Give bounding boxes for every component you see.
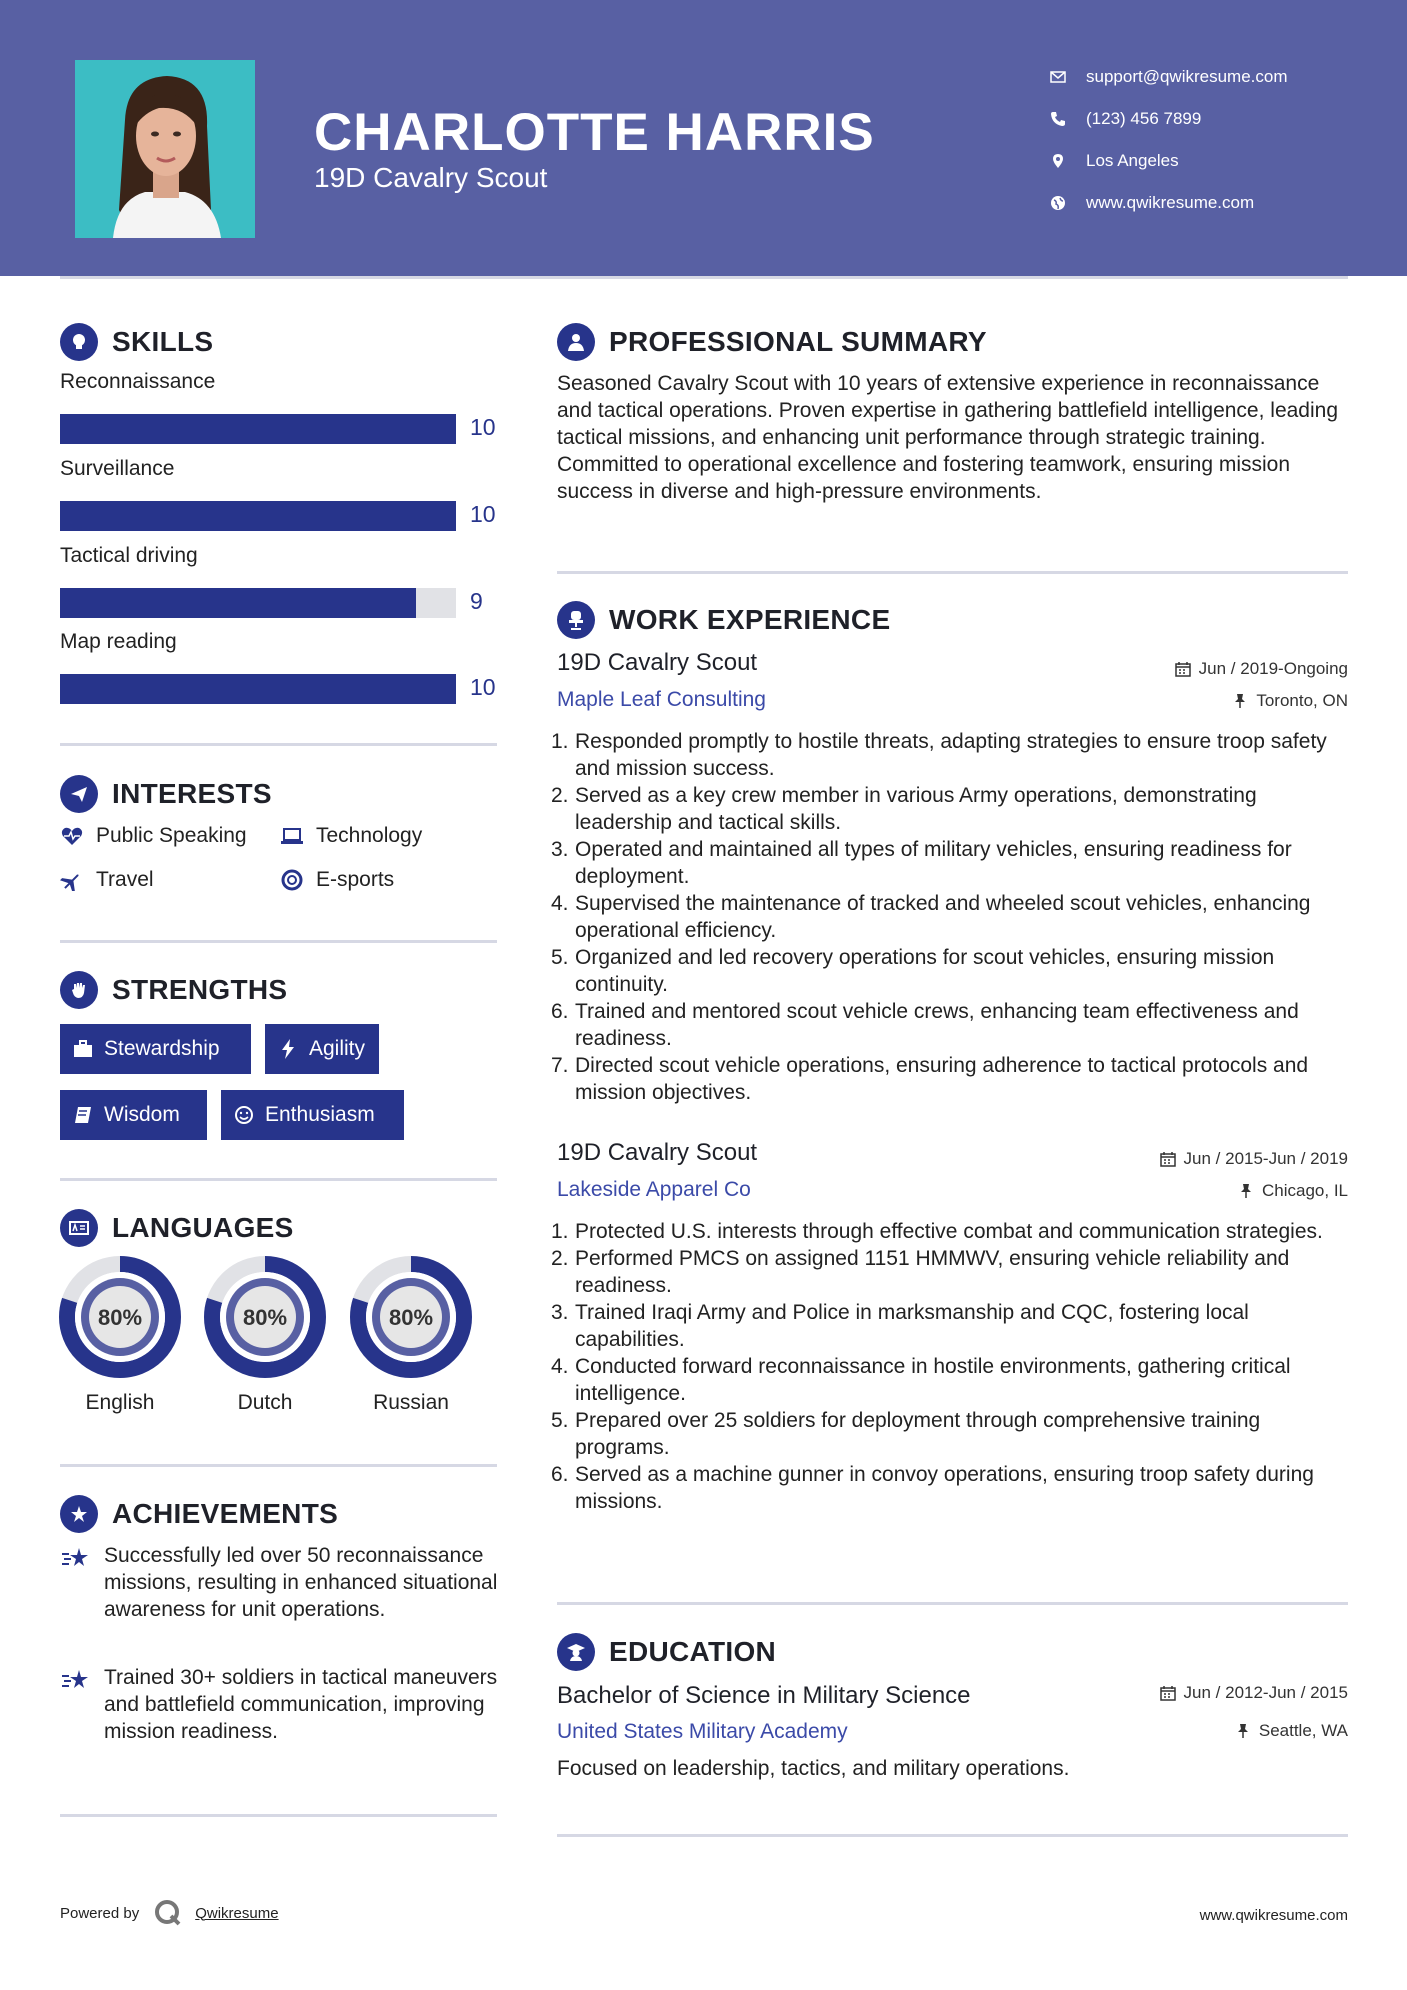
job-bullet: 3. Trained Iraqi Army and Police in marksmanship and CQC, fostering local capabilities. [551,1301,1249,1351]
bolt-icon [277,1038,299,1060]
education-description: Focused on leadership, tactics, and military operations. [557,1757,1070,1780]
skill-item [60,544,500,620]
achievements-title: ACHIEVEMENTS [112,1498,339,1529]
interest-item [280,868,394,892]
job-dates [1160,1149,1348,1169]
skill-name: Tactical driving [60,544,198,567]
achievement-text: Successfully led over 50 reconnaissance missions, resulting in enhanced situational awareness for unit operations. [104,1544,498,1621]
section-divider [60,940,497,943]
language-percent: 80% [242,1305,288,1330]
language-item [203,1255,327,1415]
star-badge-icon [60,1495,98,1533]
section-divider [60,1464,497,1467]
footer-powered-by [60,1898,279,1928]
strength-label: Agility [309,1037,366,1060]
lightbulb-icon [60,323,98,361]
globe-icon [1050,195,1066,211]
job-bullet-text: Prepared over 25 soldiers for deployment through comprehensive training programs. [575,1409,1261,1459]
section-divider [60,743,497,746]
job-bullet: 1. Responded promptly to hostile threats, adapting strategies to ensure troop safety and mission success. [551,730,1327,780]
skill-fill [60,588,416,618]
section-divider [557,1602,1348,1605]
language-item [58,1255,182,1415]
education-dates [1160,1683,1348,1703]
contact-phone-text: (123) 456 7899 [1086,109,1202,128]
education-degree: Bachelor of Science in Military Science [557,1682,971,1709]
raised-hand-icon [60,971,98,1009]
job-dates-text: Jun / 2015-Jun / 2019 [1183,1149,1348,1168]
strengths-title: STRENGTHS [112,974,288,1005]
strengths-heading [60,971,287,1009]
job-bullet-text: Performed PMCS on assigned 1151 HMMWV, ensuring vehicle reliability and readiness. [575,1247,1290,1297]
job-company: Lakeside Apparel Co [557,1178,751,1201]
lifebuoy-icon [280,869,304,891]
education-title: EDUCATION [609,1636,777,1667]
candidate-name: CHARLOTTE HARRIS [314,103,875,162]
job-location-text: Chicago, IL [1262,1181,1348,1200]
pushpin-icon [1232,693,1248,709]
job-location [1232,691,1348,711]
calendar-icon [1160,1151,1176,1167]
contact-phone[interactable] [1050,98,1288,140]
calendar-icon [1175,661,1191,677]
skill-value: 10 [470,414,496,440]
pushpin-icon [1235,1723,1251,1739]
skill-name: Surveillance [60,457,175,480]
education-location [1235,1721,1348,1741]
pushpin-icon [1238,1183,1254,1199]
job-dates [1175,659,1348,679]
job-bullets [551,1218,1357,1515]
skill-item [60,630,500,706]
skill-fill [60,501,456,531]
interest-item [60,868,154,892]
powered-by-label: Powered by [60,1904,140,1922]
skill-item [60,370,500,446]
footer-website[interactable]: www.qwikresume.com [1199,1907,1348,1924]
skills-title: SKILLS [112,326,214,357]
envelope-icon [1050,69,1066,85]
job-dates-text: Jun / 2019-Ongoing [1198,659,1348,678]
achievement-item [60,1664,500,1745]
job-bullets [551,728,1357,1106]
job-bullet: 2. Performed PMCS on assigned 1151 HMMWV, ensuring vehicle reliability and readiness. [551,1247,1290,1297]
office-chair-icon [557,601,595,639]
strength-tag [60,1024,251,1074]
shooting-star-icon [60,1666,92,1694]
candidate-title: 19D Cavalry Scout [314,162,548,193]
job-bullet: 5. Organized and led recovery operations for scout vehicles, ensuring mission continuity. [551,946,1275,996]
section-divider [60,1814,497,1817]
job-bullet: 4. Supervised the maintenance of tracked and wheeled scout vehicles, enhancing operational efficiency. [551,892,1311,942]
strength-tag [221,1090,404,1140]
contact-info [1050,56,1288,224]
language-donut [58,1255,182,1379]
contact-website-text: www.qwikresume.com [1086,193,1255,212]
contact-email[interactable] [1050,56,1288,98]
phone-icon [1050,111,1066,127]
summary-title: PROFESSIONAL SUMMARY [609,326,987,357]
job-bullet-text: Trained Iraqi Army and Police in marksmanship and CQC, fostering local capabilities. [575,1301,1249,1351]
interest-label: Travel [96,868,154,891]
qwikresume-link[interactable]: Qwikresume [195,1904,279,1922]
graduate-icon [557,1633,595,1671]
job-bullet: 1. Protected U.S. interests through effective combat and communication strategies. [551,1220,1323,1243]
job-bullet-text: Protected U.S. interests through effective combat and communication strategies. [575,1220,1323,1243]
skill-fill [60,414,456,444]
job-bullet: 3. Operated and maintained all types of military vehicles, ensuring readiness for deployment. [551,838,1292,888]
job-bullet: 6. Trained and mentored scout vehicle crews, enhancing team effectiveness and readiness. [551,1000,1299,1050]
section-divider [557,571,1348,574]
language-name: English [85,1391,155,1414]
job-title: 19D Cavalry Scout [557,649,758,676]
heart-pulse-icon [60,825,84,847]
job-bullet-text: Trained and mentored scout vehicle crews, enhancing team effectiveness and readiness. [575,1000,1299,1050]
job-bullet-text: Served as a machine gunner in convoy operations, ensuring troop safety during missions. [575,1463,1314,1513]
job-bullet: 5. Prepared over 25 soldiers for deployment through comprehensive training programs. [551,1409,1261,1459]
contact-location [1050,140,1288,182]
laptop-icon [280,825,304,847]
qwikresume-logo-icon [153,1898,183,1928]
user-icon [557,323,595,361]
skills-heading [60,323,213,361]
skill-track [60,588,456,618]
job-bullet-text: Served as a key crew member in various Army operations, demonstrating leadership and tactical skills. [575,784,1257,834]
skill-track [60,674,456,704]
section-divider [60,1178,497,1181]
airplane-icon [60,869,84,891]
job-bullet-text: Conducted forward reconnaissance in hostile environments, gathering critical intelligence. [575,1355,1291,1405]
contact-email-text: support@qwikresume.com [1086,67,1288,86]
contact-website[interactable] [1050,182,1288,224]
job-bullet: 4. Conducted forward reconnaissance in hostile environments, gathering critical intelligence. [551,1355,1291,1405]
shooting-star-icon [60,1544,92,1572]
education-location-text: Seattle, WA [1258,1721,1348,1740]
language-donut [349,1255,473,1379]
skill-value: 9 [470,588,483,614]
skill-fill [60,674,456,704]
skill-item [60,457,500,533]
language-percent: 80% [388,1305,434,1330]
calendar-icon [1160,1685,1176,1701]
language-item [349,1255,473,1415]
achievement-text: Trained 30+ soldiers in tactical maneuvers and battlefield communication, improving mission readiness. [104,1666,498,1743]
languages-title: LANGUAGES [112,1212,294,1243]
briefcase-icon [72,1038,94,1060]
achievements-heading [60,1495,338,1533]
job-bullet-text: Operated and maintained all types of military vehicles, ensuring readiness for deployment. [575,838,1292,888]
language-donut [203,1255,327,1379]
job-bullet-text: Directed scout vehicle operations, ensuring adherence to tactical protocols and mission objectives. [575,1054,1309,1104]
skill-track [60,501,456,531]
education-school: United States Military Academy [557,1720,848,1743]
summary-heading [557,323,987,361]
language-percent: 80% [97,1305,143,1330]
map-pin-icon [1050,153,1066,169]
interest-item [60,824,247,848]
job-bullet-text: Supervised the maintenance of tracked and wheeled scout vehicles, enhancing operational efficiency. [575,892,1311,942]
interest-label: Technology [316,824,423,847]
strength-tag [265,1024,379,1074]
section-divider [557,1834,1348,1837]
skill-value: 10 [470,674,496,700]
skill-track [60,414,456,444]
job-bullet: 2. Served as a key crew member in various Army operations, demonstrating leadership and tactical skills. [551,784,1257,834]
job-location-text: Toronto, ON [1256,691,1348,710]
interests-title: INTERESTS [112,778,272,809]
skill-name: Reconnaissance [60,370,216,393]
strength-label: Stewardship [104,1037,220,1060]
job-title: 19D Cavalry Scout [557,1139,758,1166]
paper-plane-icon [60,775,98,813]
job-bullet: 7. Directed scout vehicle operations, ensuring adherence to tactical protocols and mission objectives. [551,1054,1309,1104]
strength-label: Wisdom [104,1103,180,1126]
languages-heading [60,1209,294,1247]
skill-value: 10 [470,501,496,527]
education-heading [557,1633,776,1671]
language-card-icon [60,1209,98,1247]
header-banner [0,0,1407,276]
education-dates-text: Jun / 2012-Jun / 2015 [1183,1683,1348,1702]
summary-text: Seasoned Cavalry Scout with 10 years of extensive experience in reconnaissance and tactical operations. Proven expertise in gathering battlefield intelligence, leading tactical missions, and enhancing unit performance through strategic training. Committed to operational excellence and fostering teamwork, ensuring mission success in diverse and high-pressure environments. [557,372,1338,503]
language-name: Dutch [237,1391,293,1414]
experience-heading [557,601,890,639]
strength-label: Enthusiasm [265,1103,375,1126]
job-bullet-text: Organized and led recovery operations for scout vehicles, ensuring mission continuity. [575,946,1275,996]
contact-location-text: Los Angeles [1086,151,1179,170]
profile-photo [75,60,255,238]
interest-item [280,824,422,848]
language-name: Russian [373,1391,449,1414]
job-company: Maple Leaf Consulting [557,688,766,711]
experience-title: WORK EXPERIENCE [609,604,891,635]
job-location [1238,1181,1348,1201]
strength-tag [60,1090,207,1140]
smile-icon [233,1104,255,1126]
header-divider [60,276,1348,279]
job-bullet: 6. Served as a machine gunner in convoy operations, ensuring troop safety during missions. [551,1463,1314,1513]
interests-heading [60,775,272,813]
interest-label: E-sports [316,868,395,891]
achievement-item [60,1542,500,1623]
job-bullet-text: Responded promptly to hostile threats, adapting strategies to ensure troop safety and mission success. [575,730,1327,780]
skill-name: Map reading [60,630,177,653]
book-icon [72,1104,94,1126]
interest-label: Public Speaking [96,824,247,847]
